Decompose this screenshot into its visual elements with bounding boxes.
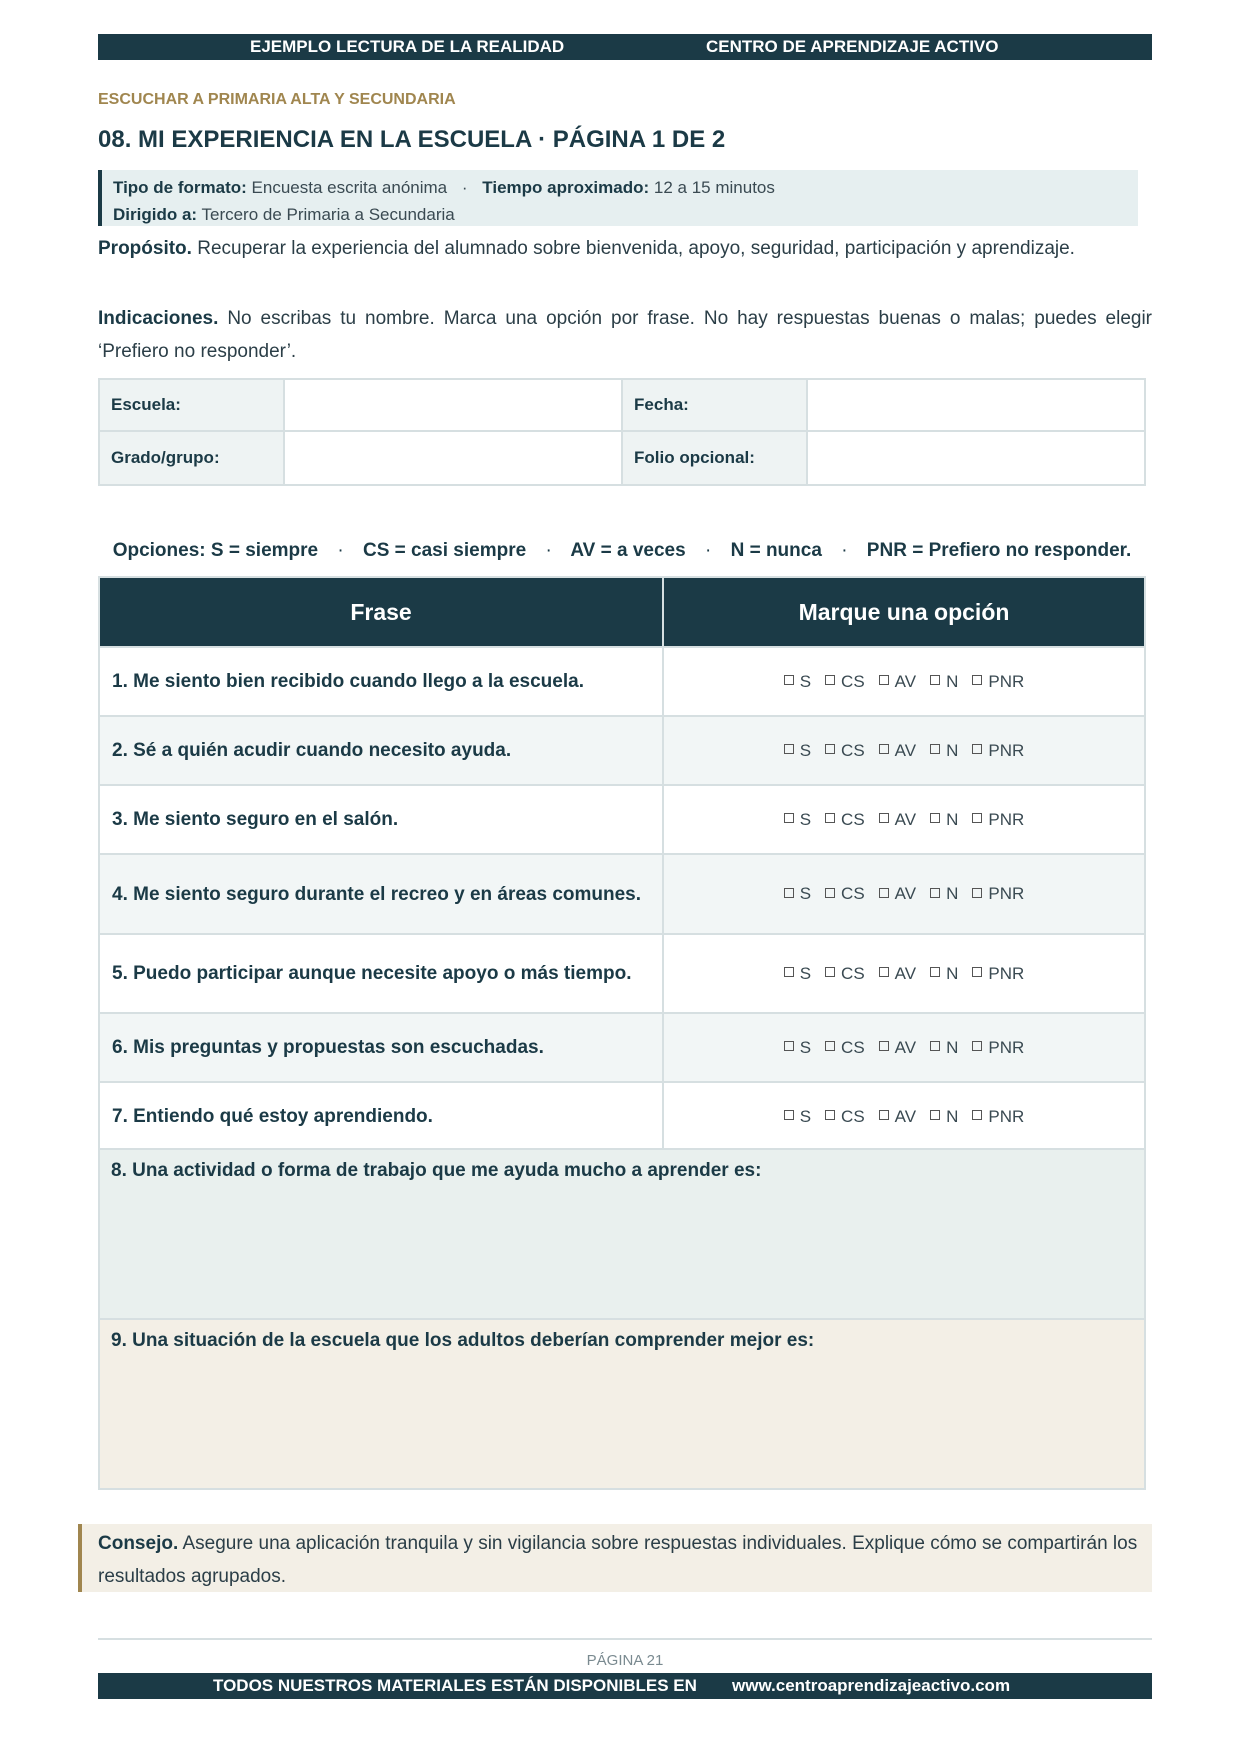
checkbox-icon[interactable] (930, 813, 940, 823)
checkbox-icon[interactable] (972, 744, 982, 754)
checkbox-icon[interactable] (784, 675, 794, 685)
answer-choice[interactable] (930, 1038, 958, 1058)
answer-choice[interactable] (930, 1107, 958, 1127)
answer-choice-label: S (799, 671, 812, 691)
answer-choice[interactable] (825, 884, 865, 904)
header-bar (98, 34, 1152, 60)
survey-table (98, 576, 1146, 1152)
header-right: CENTRO DE APRENDIZAJE ACTIVO (706, 37, 999, 56)
answer-choice[interactable] (972, 741, 1024, 761)
date-label: Fecha: (622, 379, 807, 431)
info-table (98, 378, 1146, 486)
question-text: 5. Puedo participar aunque necesite apoyo o más tiempo. (99, 934, 663, 1013)
section-label: ESCUCHAR A PRIMARIA ALTA Y SECUNDARIA (98, 91, 456, 108)
answer-choice-label: AV (894, 963, 917, 983)
answer-choice-label: PNR (988, 963, 1025, 983)
purpose-text: Recuperar la experiencia del alumnado sobre bienvenida, apoyo, seguridad, participación y aprendizaje. (197, 238, 1075, 259)
open-question-8-text: 8. Una actividad o forma de trabajo que me ayuda mucho a aprender es: (111, 1160, 762, 1181)
footer-link[interactable]: www.centroaprendizajeactivo.com (732, 1676, 1011, 1695)
checkbox-icon[interactable] (930, 675, 940, 685)
checkbox-icon[interactable] (930, 1110, 940, 1120)
checkbox-icon[interactable] (879, 744, 889, 754)
answer-choice-label: CS (841, 1106, 865, 1126)
options-separator: · (337, 540, 344, 561)
table-row (99, 854, 1145, 934)
answer-choice[interactable] (784, 1038, 811, 1058)
answer-choice[interactable] (825, 1107, 865, 1127)
answer-choice[interactable] (825, 810, 865, 830)
answer-choice[interactable] (784, 810, 811, 830)
answer-choice-label: N (946, 740, 959, 760)
answer-choice[interactable] (784, 884, 811, 904)
answer-choice-label: AV (894, 1037, 917, 1057)
answer-choice-label: PNR (988, 1037, 1025, 1057)
checkbox-icon[interactable] (972, 813, 982, 823)
checkbox-icon[interactable] (879, 813, 889, 823)
checkbox-icon[interactable] (784, 813, 794, 823)
answer-choice-label: AV (894, 809, 917, 829)
footer-divider (98, 1638, 1152, 1640)
instructions-text: No escribas tu nombre. Marca una opción por frase. No hay respuestas buenas o malas; puedes elegir ‘Prefiero no responder’. (98, 308, 1153, 362)
answer-choice-label: CS (841, 1037, 865, 1057)
page-title: 08. MI EXPERIENCIA EN LA ESCUELA · PÁGINA 1 DE 2 (98, 126, 726, 153)
answer-choice[interactable] (825, 672, 865, 692)
checkbox-icon[interactable] (972, 675, 982, 685)
answer-choice[interactable] (784, 672, 811, 692)
answer-choice-label: S (799, 884, 812, 903)
answer-options (663, 1082, 1145, 1151)
answer-choice[interactable] (784, 741, 811, 761)
checkbox-icon[interactable] (784, 888, 794, 898)
col-phrase-header: Frase (99, 577, 663, 647)
answer-options (663, 785, 1145, 854)
tip-box (78, 1524, 1152, 1592)
checkbox-icon[interactable] (930, 744, 940, 754)
question-text: 4. Me siento seguro durante el recreo y en áreas comunes. (99, 854, 663, 934)
tip-label: Consejo. (98, 1533, 179, 1554)
format-label: Tipo de formato: (113, 178, 247, 197)
options-legend (98, 540, 1146, 562)
options-item: PNR = Prefiero no responder. (866, 540, 1132, 561)
answer-choice[interactable] (879, 1038, 916, 1058)
checkbox-icon[interactable] (784, 744, 794, 754)
answer-choice-label: S (799, 1106, 812, 1126)
checkbox-icon[interactable] (825, 744, 835, 754)
answer-choice-label: N (946, 1106, 959, 1126)
tip-text: Asegure una aplicación tranquila y sin vigilancia sobre respuestas individuales. Explique cómo se compartirán los resultados agrupados. (98, 1533, 1138, 1587)
answer-choice[interactable] (784, 964, 811, 984)
purpose-label: Propósito. (98, 238, 192, 259)
meta-box (98, 170, 1138, 226)
table-row (99, 785, 1145, 854)
date-field[interactable] (807, 379, 1145, 431)
options-separator: · (545, 540, 552, 561)
answer-choice-label: S (799, 809, 812, 829)
answer-choice-label: AV (894, 671, 917, 691)
table-row (99, 1013, 1145, 1082)
folio-label: Folio opcional: (622, 431, 807, 485)
audience-label: Dirigido a: (113, 205, 198, 224)
purpose-paragraph (98, 232, 1152, 265)
checkbox-icon[interactable] (879, 967, 889, 977)
answer-choice[interactable] (879, 672, 916, 692)
answer-choice[interactable] (879, 1107, 916, 1127)
answer-choice-label: N (946, 963, 959, 983)
options-item: N = nunca (730, 540, 822, 561)
answer-choice-label: PNR (988, 809, 1025, 829)
answer-options (663, 716, 1145, 785)
open-question-8[interactable] (98, 1148, 1146, 1320)
checkbox-icon[interactable] (879, 1041, 889, 1051)
answer-choice[interactable] (972, 1038, 1024, 1058)
answer-choice-label: CS (841, 740, 865, 760)
school-label: Escuela: (99, 379, 284, 431)
answer-choice[interactable] (972, 810, 1024, 830)
answer-choice[interactable] (930, 741, 958, 761)
checkbox-icon[interactable] (972, 1110, 982, 1120)
question-text: 2. Sé a quién acudir cuando necesito ayuda. (99, 716, 663, 785)
answer-choice-label: S (799, 740, 812, 760)
options-separator: · (841, 540, 848, 561)
checkbox-icon[interactable] (784, 1110, 794, 1120)
answer-choice[interactable] (879, 810, 916, 830)
answer-choice[interactable] (930, 884, 958, 904)
audience-value: Tercero de Primaria a Secundaria (201, 205, 455, 224)
checkbox-icon[interactable] (879, 1110, 889, 1120)
checkbox-icon[interactable] (972, 888, 982, 898)
question-text: 1. Me siento bien recibido cuando llego a la escuela. (99, 647, 663, 716)
answer-options (663, 1013, 1145, 1082)
answer-choice-label: CS (841, 963, 865, 983)
answer-choice-label: CS (841, 809, 865, 829)
checkbox-icon[interactable] (930, 1041, 940, 1051)
question-text: 7. Entiendo qué estoy aprendiendo. (99, 1082, 663, 1151)
answer-choice[interactable] (879, 741, 916, 761)
answer-choice-label: N (946, 809, 959, 829)
instructions-label: Indicaciones. (98, 308, 219, 329)
checkbox-icon[interactable] (825, 1110, 835, 1120)
open-question-9-text: 9. Una situación de la escuela que los adultos deberían comprender mejor es: (111, 1330, 815, 1351)
answer-choice-label: N (946, 884, 959, 903)
grade-label: Grado/grupo: (99, 431, 284, 485)
answer-options (663, 647, 1145, 716)
checkbox-icon[interactable] (825, 967, 835, 977)
checkbox-icon[interactable] (879, 675, 889, 685)
answer-choice-label: AV (894, 740, 917, 760)
col-option-header: Marque una opción (663, 577, 1145, 647)
open-question-9[interactable] (98, 1318, 1146, 1490)
options-item: CS = casi siempre (362, 540, 527, 561)
answer-choice[interactable] (879, 964, 916, 984)
answer-choice[interactable] (879, 884, 916, 904)
checkbox-icon[interactable] (930, 967, 940, 977)
answer-choice[interactable] (972, 672, 1024, 692)
footer-bar (98, 1673, 1152, 1699)
answer-options (663, 934, 1145, 1013)
answer-options (663, 854, 1145, 934)
answer-choice-label: PNR (988, 671, 1025, 691)
checkbox-icon[interactable] (825, 813, 835, 823)
answer-choice-label: S (799, 963, 812, 983)
options-item: S = siempre (210, 540, 319, 561)
format-value: Encuesta escrita anónima (251, 178, 448, 197)
checkbox-icon[interactable] (930, 888, 940, 898)
options-prefix: Opciones: (112, 540, 206, 561)
grade-field[interactable] (284, 431, 622, 485)
checkbox-icon[interactable] (784, 967, 794, 977)
answer-choice[interactable] (972, 884, 1024, 904)
answer-choice-label: N (946, 1037, 959, 1057)
folio-field[interactable] (807, 431, 1145, 485)
checkbox-icon[interactable] (879, 888, 889, 898)
meta-separator: · (461, 178, 468, 197)
checkbox-icon[interactable] (784, 1041, 794, 1051)
answer-choice[interactable] (930, 964, 958, 984)
checkbox-icon[interactable] (825, 888, 835, 898)
answer-choice-label: PNR (988, 740, 1025, 760)
instructions-paragraph (98, 302, 1152, 368)
answer-choice[interactable] (972, 964, 1024, 984)
answer-choice-label: N (946, 671, 959, 691)
table-row (99, 1082, 1145, 1151)
answer-choice-label: CS (841, 671, 865, 691)
footer-left: TODOS NUESTROS MATERIALES ESTÁN DISPONIBLES EN (213, 1676, 697, 1695)
page-number: PÁGINA 21 (586, 1652, 664, 1669)
time-value: 12 a 15 minutos (653, 178, 775, 197)
question-text: 6. Mis preguntas y propuestas son escuchadas. (99, 1013, 663, 1082)
question-text: 3. Me siento seguro en el salón. (99, 785, 663, 854)
answer-choice[interactable] (825, 741, 865, 761)
answer-choice[interactable] (930, 810, 958, 830)
answer-choice[interactable] (930, 672, 958, 692)
header-left: EJEMPLO LECTURA DE LA REALIDAD (250, 37, 565, 56)
time-label: Tiempo aproximado: (482, 178, 650, 197)
answer-choice[interactable] (972, 1107, 1024, 1127)
answer-choice-label: S (799, 1037, 812, 1057)
options-item: AV = a veces (570, 540, 686, 561)
table-row (99, 934, 1145, 1013)
answer-choice[interactable] (784, 1107, 811, 1127)
answer-choice-label: PNR (988, 1106, 1025, 1126)
checkbox-icon[interactable] (825, 1041, 835, 1051)
checkbox-icon[interactable] (972, 967, 982, 977)
checkbox-icon[interactable] (972, 1041, 982, 1051)
answer-choice[interactable] (825, 1038, 865, 1058)
school-field[interactable] (284, 379, 622, 431)
checkbox-icon[interactable] (825, 675, 835, 685)
answer-choice-label: CS (841, 884, 865, 903)
answer-choice-label: AV (894, 884, 917, 903)
table-row (99, 716, 1145, 785)
answer-choice-label: AV (894, 1106, 917, 1126)
answer-choice-label: PNR (988, 884, 1025, 903)
table-row (99, 647, 1145, 716)
options-separator: · (704, 540, 712, 561)
answer-choice[interactable] (825, 964, 865, 984)
